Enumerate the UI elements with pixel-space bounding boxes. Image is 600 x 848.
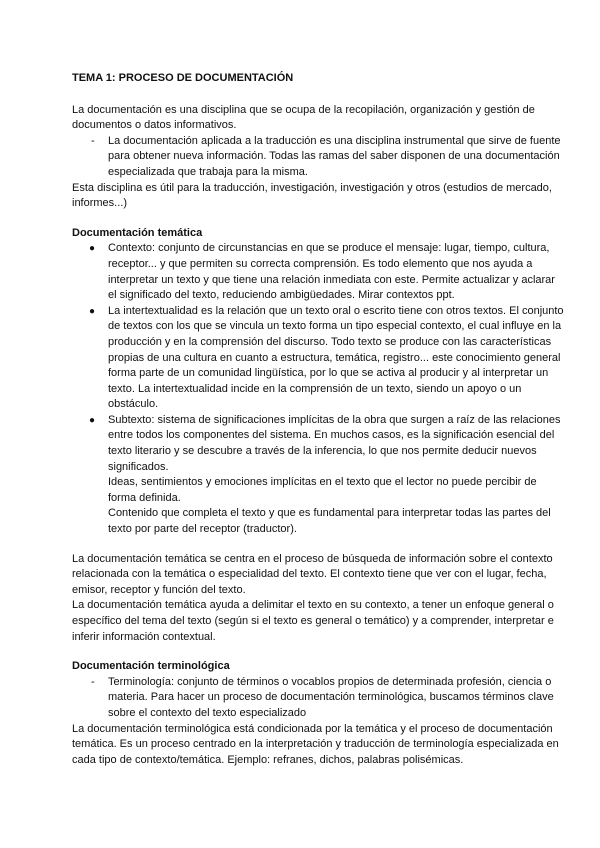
list-item-text: Subtexto: sistema de significaciones implícitas de la obra que surgen a raíz de las relaciones entre todos los componentes del sistema. En muchos casos, es la significación esencial del texto literario y se descubre a través de la inferencia, lo que nos permite deducir nuevos significados. xyxy=(108,413,561,473)
heading-documentacion-tematica: Documentación temática xyxy=(72,226,203,239)
tematica-paragraph-2: La documentación temática ayuda a delimitar el texto en su contexto, a tener un enfoque general o específico del tema del texto (según si el texto es general o temático) y a comprender, interpretar e inferir información contextual. xyxy=(72,599,554,643)
page-title: TEMA 1: PROCESO DE DOCUMENTACIÓN xyxy=(72,72,294,84)
tematica-paragraph-1: La documentación temática se centra en el proceso de búsqueda de información sobre el contexto relacionada con la temática o especialidad del texto. El contexto tiene que ver con el lugar, fecha, emisor, receptor y función del texto. xyxy=(72,552,553,596)
bullet-marker: ● xyxy=(89,414,96,426)
subtexto-continuation-2: Contenido que completa el texto y que es fundamental para interpretar todas las partes del texto por parte del receptor (traductor). xyxy=(108,507,551,536)
dash-marker: - xyxy=(91,134,95,147)
list-item xyxy=(72,675,564,722)
list-item-text: Terminología: conjunto de términos o vocablos propios de determinada profesión, ciencia o materia. Para hacer un proceso de documentación terminológica, buscamos términos clave sobre el contexto del texto especializado xyxy=(108,675,554,719)
terminologica-dash-list xyxy=(72,675,564,722)
intro-dash-list xyxy=(72,134,564,181)
list-item xyxy=(72,413,564,475)
heading-documentacion-terminologica: Documentación terminológica xyxy=(72,660,230,673)
intro-paragraph: La documentación es una disciplina que se ocupa de la recopilación, organización y gestión de documentos o datos informativos. xyxy=(72,103,535,132)
list-item-text: La intertextualidad es la relación que un texto oral o escrito tiene con otros textos. El conjunto de textos con los que se vincula un texto forma un tipo especial contexto, el cual influye en la producción y en la comprensión del discurso. Todo texto se produce con las características propias de una cultura en cuanto a estructura, temática, registro... este conocimiento general forma parte de un comunidad lingüística, por lo que se activa al producir y al interpretar un texto. La intertextualidad incide en la comprensión de un texto, siendo un apoyo o un obstáculo. xyxy=(108,304,564,411)
subtexto-continuation-1: Ideas, sentimientos y emociones implícitas en el texto que el lector no puede percibir de forma definida. xyxy=(108,476,537,504)
bullet-marker: ● xyxy=(89,305,96,317)
list-item-text: La documentación aplicada a la traducción es una disciplina instrumental que sirve de fuente para obtener nueva información. Todas las ramas del saber disponen de una documentación especializada que trabaja para la misma. xyxy=(108,134,561,178)
list-item xyxy=(72,241,564,303)
terminologica-paragraph: La documentación terminológica está condicionada por la temática y el proceso de documentación temática. Es un proceso centrado en la interpretación y traducción de terminología especializada en cada tipo de contexto/temática. Ejemplo: refranes, dichos, palabras polisémicas. xyxy=(72,722,559,766)
intro-closing: Esta disciplina es útil para la traducción, investigación, investigación y otros (estudios de mercado, informes...) xyxy=(72,181,552,210)
list-item xyxy=(72,134,564,181)
list-item-text: Contexto: conjunto de circunstancias en que se produce el mensaje: lugar, tiempo, cultura, receptor... y que permiten su correcta comprensión. Es todo elemento que nos ayuda a interpretar un texto y que tiene una relación inmediata con este. Permite actualizar y aclarar el significado del texto, reduciendo ambigüedades. Mirar contextos ppt. xyxy=(108,242,555,302)
list-item xyxy=(72,304,564,413)
tematica-bullet-list xyxy=(72,241,564,475)
bullet-marker: ● xyxy=(89,243,96,255)
dash-marker: - xyxy=(91,675,95,688)
